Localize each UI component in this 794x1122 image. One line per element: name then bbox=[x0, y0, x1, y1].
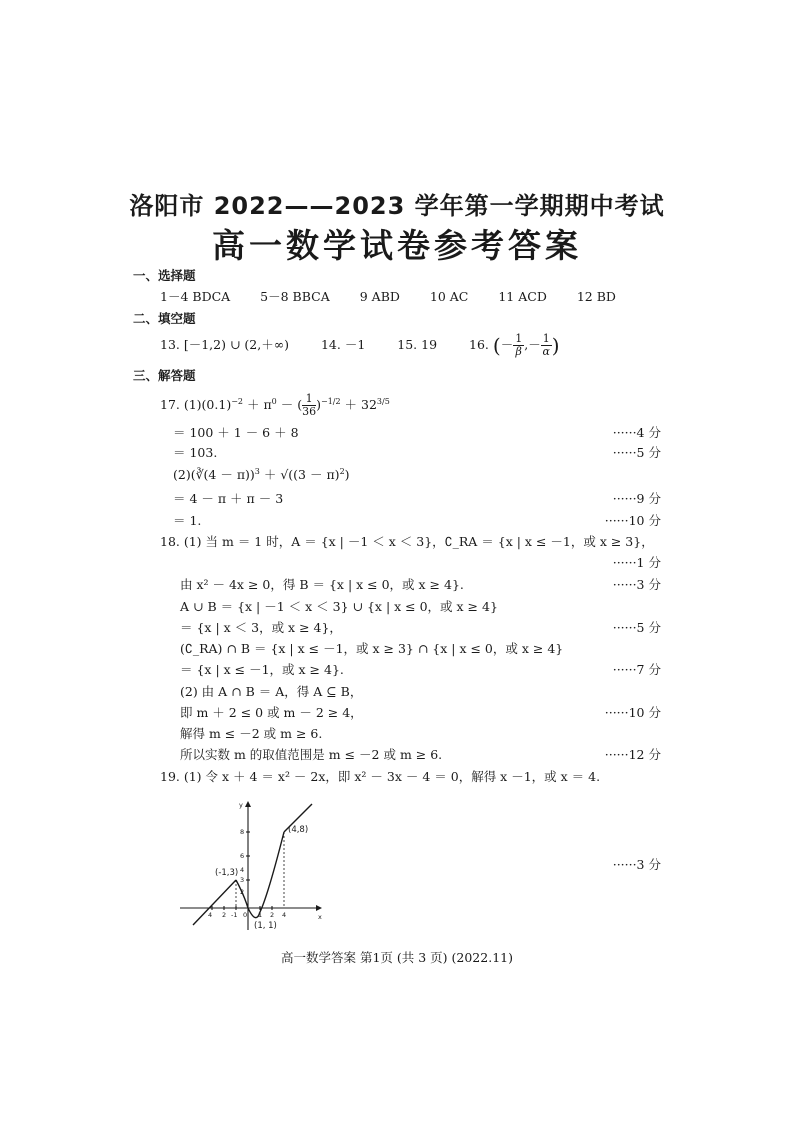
y-tick-label: 6 bbox=[240, 852, 245, 860]
y-axis-arrow bbox=[245, 801, 251, 807]
fraction-1-over-36: $\frac{1}{36}$ bbox=[302, 392, 317, 419]
x-tick-label: 2 bbox=[222, 911, 227, 919]
q18-line-3: A ∪ B ＝ {x | －1 ＜ x ＜ 3} ∪ {x | x ≤ 0，或 x ≥ 4} bbox=[180, 599, 498, 614]
q18-line-8: 即 m ＋ 2 ≤ 0 或 m － 2 ≥ 4， bbox=[180, 705, 363, 720]
q18-line-10: 所以实数 m 的取值范围是 m ≤ －2 或 m ≥ 6. bbox=[180, 747, 443, 762]
q18-line-4: ＝ {x | x ＜ 3，或 x ≥ 4}， bbox=[180, 620, 342, 635]
q18-line-7: (2) 由 A ∩ B ＝ A，得 A ⊆ B， bbox=[180, 684, 363, 699]
choice-answer-3: 9 ABD bbox=[359, 289, 400, 304]
y-tick-label: 4 bbox=[240, 866, 245, 874]
q17-score-4: ······10 分 bbox=[604, 513, 661, 528]
fill-answer-15: 15. 19 bbox=[397, 337, 438, 352]
fill-answer-13: 13. [－1,2) ∪ (2,＋∞) bbox=[160, 337, 289, 352]
answer-key-title: 高一数学试卷参考答案 bbox=[212, 226, 582, 265]
fraction-1-over-alpha: $\frac{1}{\alpha}$ bbox=[542, 332, 550, 358]
q19-score-1: ······3 分 bbox=[612, 857, 661, 872]
x-axis-label: x bbox=[318, 913, 322, 921]
q17-line-3: ＝ 103. bbox=[173, 445, 218, 460]
q18-score-5: ······10 分 bbox=[604, 705, 661, 720]
q18-line-2: 由 x² － 4x ≥ 0，得 B ＝ {x | x ≤ 0，或 x ≥ 4}. bbox=[180, 577, 464, 592]
x-axis-arrow bbox=[316, 905, 322, 911]
x-tick-label: -1 bbox=[231, 911, 238, 919]
choice-answer-6: 12 BD bbox=[576, 289, 616, 304]
q18-line-1: 18. (1) 当 m ＝ 1 时，A ＝ {x | －1 ＜ x ＜ 3}，∁_RA ＝ {x | x ≤ －1，或 x ≥ 3}， bbox=[160, 534, 654, 549]
q18-line-6: ＝ {x | x ≤ －1，或 x ≥ 4}. bbox=[180, 662, 344, 677]
q17-line-1: 17. $(1)(0.1)^{-2} + \pi^0$ － ( $\frac{1}{36}$ )$^{-1/2} + 32^{3/5}$ bbox=[160, 392, 390, 419]
q17-line-5: ＝ 4 － π ＋ π － 3 bbox=[173, 491, 284, 506]
x-tick-label: 4 bbox=[282, 911, 287, 919]
fraction-1-over-beta: $\frac{1}{\beta}$ bbox=[515, 332, 523, 358]
point-label-right: (4,8) bbox=[288, 825, 309, 835]
y-tick-label: 8 bbox=[240, 828, 245, 836]
x-tick-label: 1 bbox=[258, 911, 263, 919]
q18-score-4: ······7 分 bbox=[612, 662, 661, 677]
choice-answer-1: 1－4 BDCA bbox=[160, 289, 231, 304]
q17-score-1: ······4 分 bbox=[612, 425, 661, 440]
q17-score-2: ······5 分 bbox=[612, 445, 661, 460]
q18-score-6: ······12 分 bbox=[604, 747, 661, 762]
q17-line-4: (2)(∛(4 － $\pi))^3 + √((3 - \pi)^2)$ bbox=[173, 466, 350, 482]
x-tick-label: 0 bbox=[243, 911, 248, 919]
y-tick-label: 2 bbox=[240, 888, 245, 896]
q17-line-6: ＝ 1. bbox=[173, 513, 202, 528]
q18-line-5: (∁_RA) ∩ B ＝ {x | x ≤ －1，或 x ≥ 3} ∩ {x | x ≤ 0，或 x ≥ 4} bbox=[180, 641, 564, 656]
x-tick-label: 4 bbox=[208, 911, 213, 919]
page-footer: 高一数学答案 第1页 (共 3 页) (2022.11) bbox=[281, 950, 513, 965]
fill-answer-14: 14. －1 bbox=[320, 337, 366, 352]
q18-line-9: 解得 m ≤ －2 或 m ≥ 6. bbox=[180, 726, 323, 741]
y-axis-label: y bbox=[239, 801, 243, 809]
function-graph bbox=[178, 795, 328, 935]
choice-answers bbox=[160, 287, 642, 305]
curve-parabola bbox=[236, 832, 287, 919]
fill-answer-16-label: 16. bbox=[469, 337, 489, 352]
x-tick-label: 2 bbox=[270, 911, 275, 919]
q19-line-1: 19. (1) 令 x ＋ 4 ＝ x² － 2x，即 x² － 3x － 4 ＝ 0，解得 x －1，或 x ＝ 4. bbox=[160, 769, 601, 784]
q18-score-1: ······1 分 bbox=[612, 555, 661, 570]
section-choice-heading: 一、选择题 bbox=[133, 268, 196, 283]
section-solve-heading: 三、解答题 bbox=[133, 368, 196, 383]
section-fill-heading: 二、填空题 bbox=[133, 311, 196, 326]
choice-answer-2: 5－8 BBCA bbox=[260, 289, 330, 304]
q17-line-2: ＝ 100 ＋ 1 － 6 ＋ 8 bbox=[173, 425, 299, 440]
exam-title: 洛阳市 2022——2023 学年第一学期期中考试 bbox=[129, 192, 665, 220]
point-label-left: (-1,3) bbox=[215, 868, 239, 878]
choice-answer-5: 11 ACD bbox=[498, 289, 547, 304]
y-tick-label: 3 bbox=[240, 876, 245, 884]
curve-left-branch bbox=[193, 880, 236, 925]
point-label-bottom: (1, 1) bbox=[254, 921, 277, 931]
q18-score-2: ······3 分 bbox=[612, 577, 661, 592]
choice-answer-4: 10 AC bbox=[429, 289, 469, 304]
q18-score-3: ······5 分 bbox=[612, 620, 661, 635]
fill-answers: 13. [－1,2) ∪ (2,＋∞) 14. －1 15. 19 16. (－ $\frac{1}{\beta}$ ,－ $\frac{1}{\alpha}$ ) bbox=[160, 332, 560, 358]
q17-score-3: ······9 分 bbox=[612, 491, 661, 506]
